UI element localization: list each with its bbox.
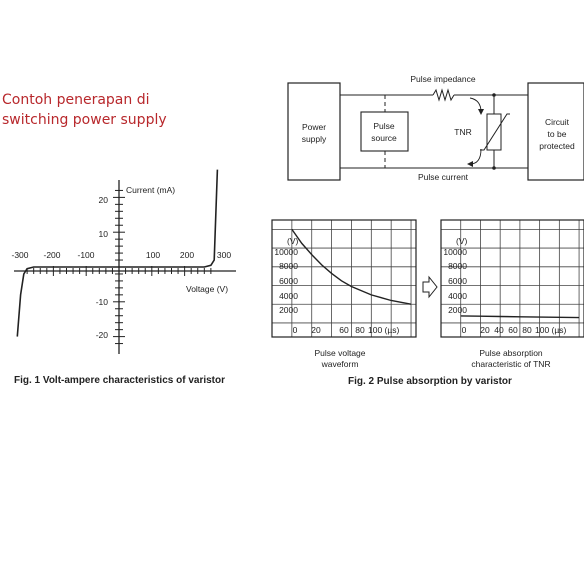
power-supply-label: supply — [301, 134, 327, 144]
graph1-y-tick: 6000 — [279, 276, 298, 286]
graph2-y-tick: 10000 — [443, 247, 467, 257]
fig1-y-tick-label: 20 — [98, 195, 108, 205]
junction-dot — [492, 93, 496, 97]
graph2-y-tick: 8000 — [448, 261, 467, 271]
fig2-pulse-absorption-graph — [441, 220, 584, 369]
graph2-y-tick: 2000 — [448, 305, 467, 315]
pulse-impedance-label: Pulse impedance — [410, 74, 476, 84]
fig1-caption: Fig. 1 Volt-ampere characteristics of varistor — [14, 375, 226, 386]
transform-arrow-icon — [423, 277, 437, 297]
graph2-y-tick: 4000 — [448, 291, 467, 301]
power-supply-label: Power — [301, 122, 327, 132]
graph1-label: Pulse voltage — [314, 348, 366, 358]
graph2-label: characteristic of TNR — [471, 359, 551, 369]
current-arrowhead — [467, 161, 473, 167]
pulse-source-label: source — [371, 133, 397, 143]
tnr-varistor-slash — [480, 114, 510, 150]
graph2-label: Pulse absorption — [479, 348, 543, 358]
fig1-y-tick-label: -10 — [95, 297, 108, 307]
protected-circuit-label: to be — [547, 129, 567, 139]
graph2-unit: (V) — [456, 236, 468, 246]
fig2-pulse-voltage-graph — [272, 220, 416, 369]
fig1-x-tick-label: 100 — [145, 250, 161, 260]
graph1-y-tick: 0 — [292, 325, 298, 335]
pulse-impedance-resistor — [433, 90, 454, 100]
fig1-x-tick-label: 300 — [216, 250, 232, 260]
graph2-absorption-curve — [461, 316, 579, 318]
graph2-x-tick: 40 — [494, 325, 504, 335]
graph1-x-tick: 60 — [339, 325, 349, 335]
annotation-line-1: Contoh penerapan di — [2, 92, 150, 108]
graph2-x-tick: 80 — [522, 325, 532, 335]
graph1-x-tick: 80 — [355, 325, 365, 335]
fig1-x-tick-label: -200 — [43, 250, 61, 260]
fig1-y-axis-label: Current (mA) — [126, 185, 176, 195]
graph2-x-tick: 20 — [480, 325, 490, 335]
graph1-y-tick: 4000 — [279, 291, 298, 301]
fig1-varistor-vi-chart — [11, 170, 236, 386]
tnr-varistor — [487, 114, 501, 150]
fig1-x-tick-label: -100 — [77, 250, 95, 260]
fig1-x-axis-label: Voltage (V) — [186, 284, 229, 294]
graph1-unit: (V) — [287, 236, 299, 246]
current-arrowhead — [478, 109, 484, 115]
graph1-y-tick: 8000 — [279, 261, 298, 271]
junction-dot — [492, 166, 496, 170]
graph2-x-tick: 100 (µs) — [535, 325, 567, 335]
protected-circuit-label: protected — [539, 141, 575, 151]
graph1-y-tick: 2000 — [279, 305, 298, 315]
fig1-y-tick-label: -20 — [95, 330, 108, 340]
graph2-x-tick: 60 — [508, 325, 518, 335]
pulse-current-label: Pulse current — [417, 172, 469, 182]
pulse-source-label: Pulse — [373, 121, 395, 131]
fig2-caption: Fig. 2 Pulse absorption by varistor — [348, 376, 512, 387]
annotation-line-2: switching power supply — [2, 112, 167, 128]
pulse-source-box — [361, 112, 408, 151]
fig1-x-tick-label: 200 — [179, 250, 195, 260]
graph1-label: waveform — [321, 359, 359, 369]
fig1-x-tick-label: -300 — [11, 250, 29, 260]
fig2-circuit-diagram — [288, 74, 584, 182]
graph2-y-tick: 6000 — [448, 276, 467, 286]
graph1-y-tick: 10000 — [274, 247, 298, 257]
graph2-y-tick: 0 — [461, 325, 467, 335]
graph1-x-tick: 100 (µs) — [368, 325, 400, 335]
fig1-y-tick-label: 10 — [98, 229, 108, 239]
graph1-x-tick: 20 — [311, 325, 321, 335]
protected-circuit-label: Circuit — [544, 117, 570, 127]
tnr-label: TNR — [454, 127, 472, 137]
